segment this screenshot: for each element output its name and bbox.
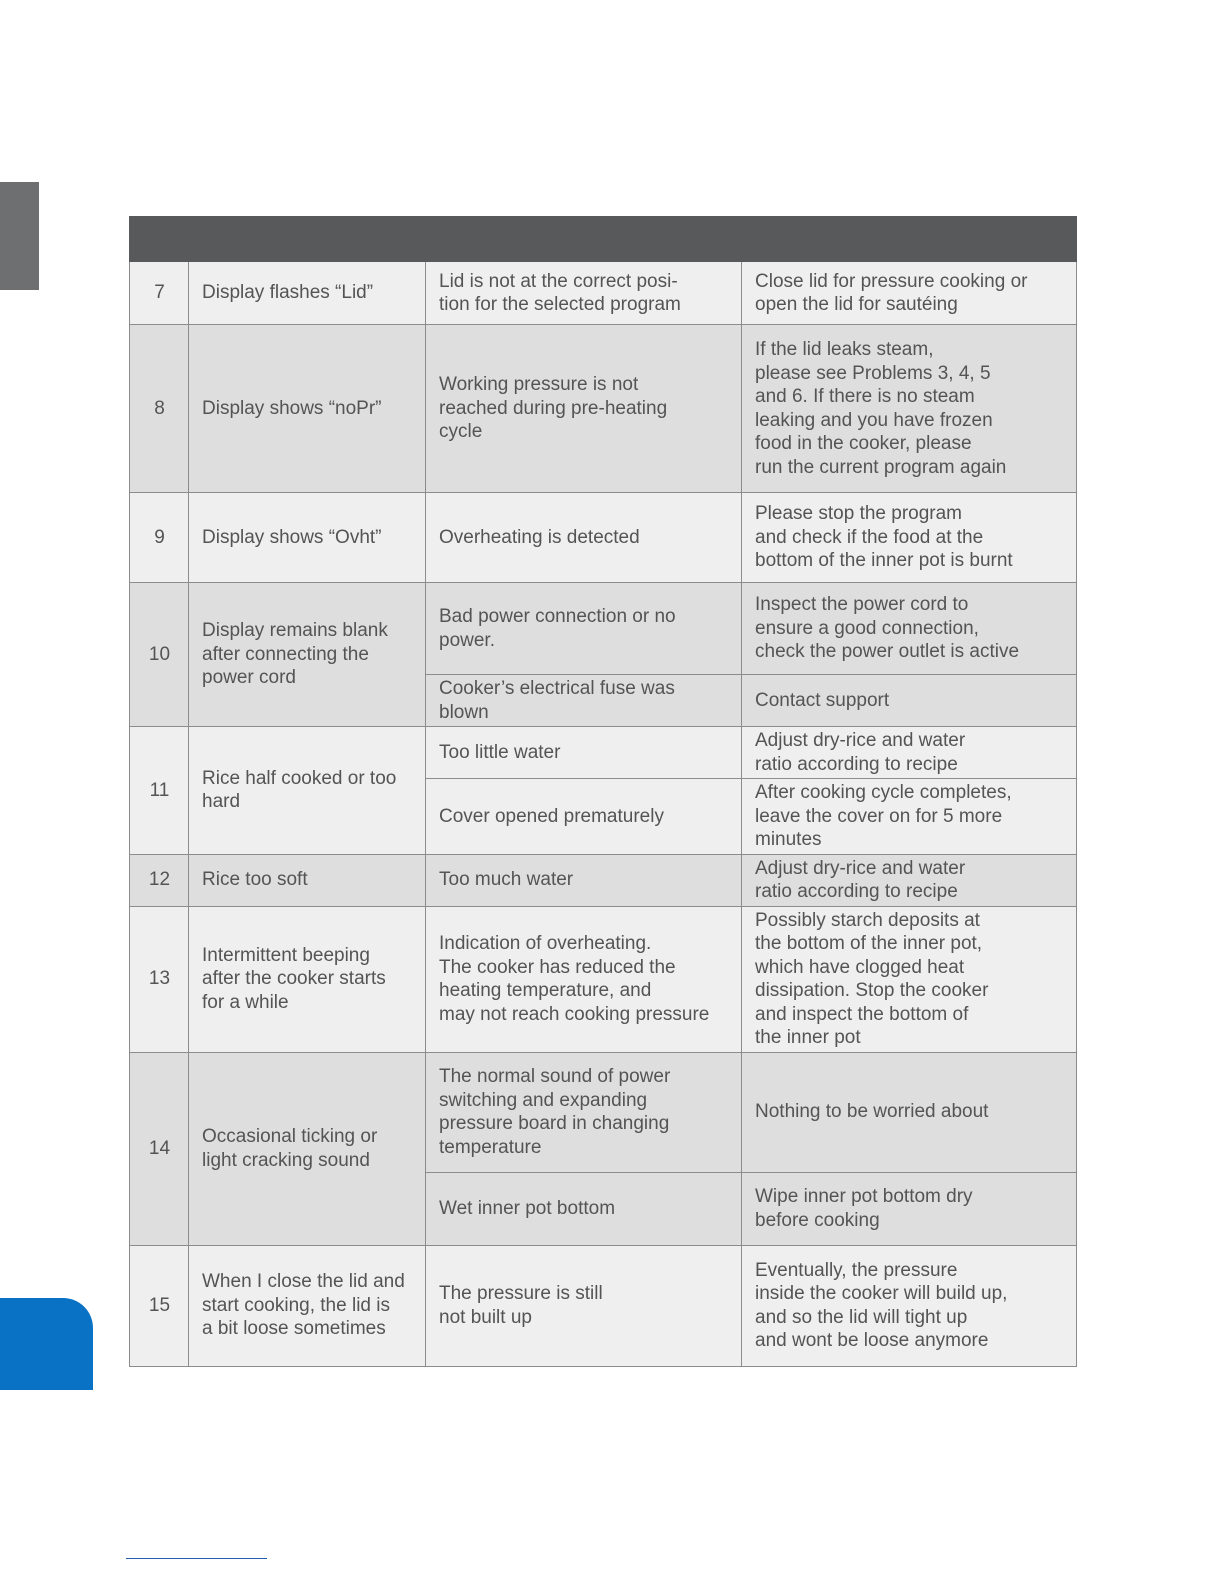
table-header-bar (130, 217, 1077, 262)
possible-cause: The pressure is still not built up (426, 1245, 742, 1366)
solution: Possibly starch deposits at the bottom of the inner pot, which have clogged heat dissipation. Stop the cooker and inspect the bottom of the inner pot (742, 906, 1077, 1052)
solution: Close lid for pressure cooking or open the lid for sautéing (742, 262, 1077, 325)
problem-description: Display flashes “Lid” (189, 262, 426, 325)
problem-number: 15 (130, 1245, 189, 1366)
table-row (130, 583, 1077, 675)
solution: Please stop the program and check if the food at the bottom of the inner pot is burnt (742, 493, 1077, 583)
side-tab-blue (0, 1298, 93, 1390)
table-row (130, 325, 1077, 493)
possible-cause: Too much water (426, 854, 742, 906)
problem-description: Intermittent beeping after the cooker starts for a while (189, 906, 426, 1052)
solution: Nothing to be worried about (742, 1052, 1077, 1172)
problem-number: 12 (130, 854, 189, 906)
solution: Contact support (742, 675, 1077, 727)
table-row (130, 854, 1077, 906)
side-tab-gray (0, 182, 39, 290)
solution: Eventually, the pressure inside the cooker will build up, and so the lid will tight up and wont be loose anymore (742, 1245, 1077, 1366)
solution: If the lid leaks steam, please see Problems 3, 4, 5 and 6. If there is no steam leaking and you have frozen food in the cooker, please run the current program again (742, 325, 1077, 493)
problem-description: Occasional ticking or light cracking sound (189, 1052, 426, 1245)
problem-description: When I close the lid and start cooking, the lid is a bit loose sometimes (189, 1245, 426, 1366)
problem-number: 8 (130, 325, 189, 493)
table-row (130, 1245, 1077, 1366)
problem-number: 14 (130, 1052, 189, 1245)
solution: Wipe inner pot bottom dry before cooking (742, 1172, 1077, 1245)
problem-description: Rice half cooked or too hard (189, 727, 426, 855)
table-row (130, 262, 1077, 325)
problem-number: 7 (130, 262, 189, 325)
table-row (130, 906, 1077, 1052)
solution: Inspect the power cord to ensure a good connection, check the power outlet is active (742, 583, 1077, 675)
header-bar-cell (130, 217, 1077, 262)
solution: Adjust dry-rice and water ratio according to recipe (742, 854, 1077, 906)
table-row (130, 493, 1077, 583)
possible-cause: Cooker’s electrical fuse was blown (426, 675, 742, 727)
possible-cause: Wet inner pot bottom (426, 1172, 742, 1245)
problem-description: Display remains blank after connecting the power cord (189, 583, 426, 727)
problem-number: 13 (130, 906, 189, 1052)
table-row (130, 1052, 1077, 1172)
problem-description: Rice too soft (189, 854, 426, 906)
possible-cause: Indication of overheating. The cooker has reduced the heating temperature, and may not reach cooking pressure (426, 906, 742, 1052)
problem-description: Display shows “Ovht” (189, 493, 426, 583)
solution: Adjust dry-rice and water ratio according to recipe (742, 727, 1077, 779)
possible-cause: Lid is not at the correct posi- tion for the selected program (426, 262, 742, 325)
problem-description: Display shows “noPr” (189, 325, 426, 493)
troubleshooting-table (129, 216, 1077, 1367)
problem-number: 10 (130, 583, 189, 727)
possible-cause: Too little water (426, 727, 742, 779)
problem-number: 11 (130, 727, 189, 855)
possible-cause: Overheating is detected (426, 493, 742, 583)
bottom-rule (126, 1558, 267, 1559)
possible-cause: The normal sound of power switching and expanding pressure board in changing temperature (426, 1052, 742, 1172)
problem-number: 9 (130, 493, 189, 583)
possible-cause: Cover opened prematurely (426, 779, 742, 855)
table-row (130, 727, 1077, 779)
solution: After cooking cycle completes, leave the cover on for 5 more minutes (742, 779, 1077, 855)
possible-cause: Bad power connection or no power. (426, 583, 742, 675)
possible-cause: Working pressure is not reached during pre-heating cycle (426, 325, 742, 493)
